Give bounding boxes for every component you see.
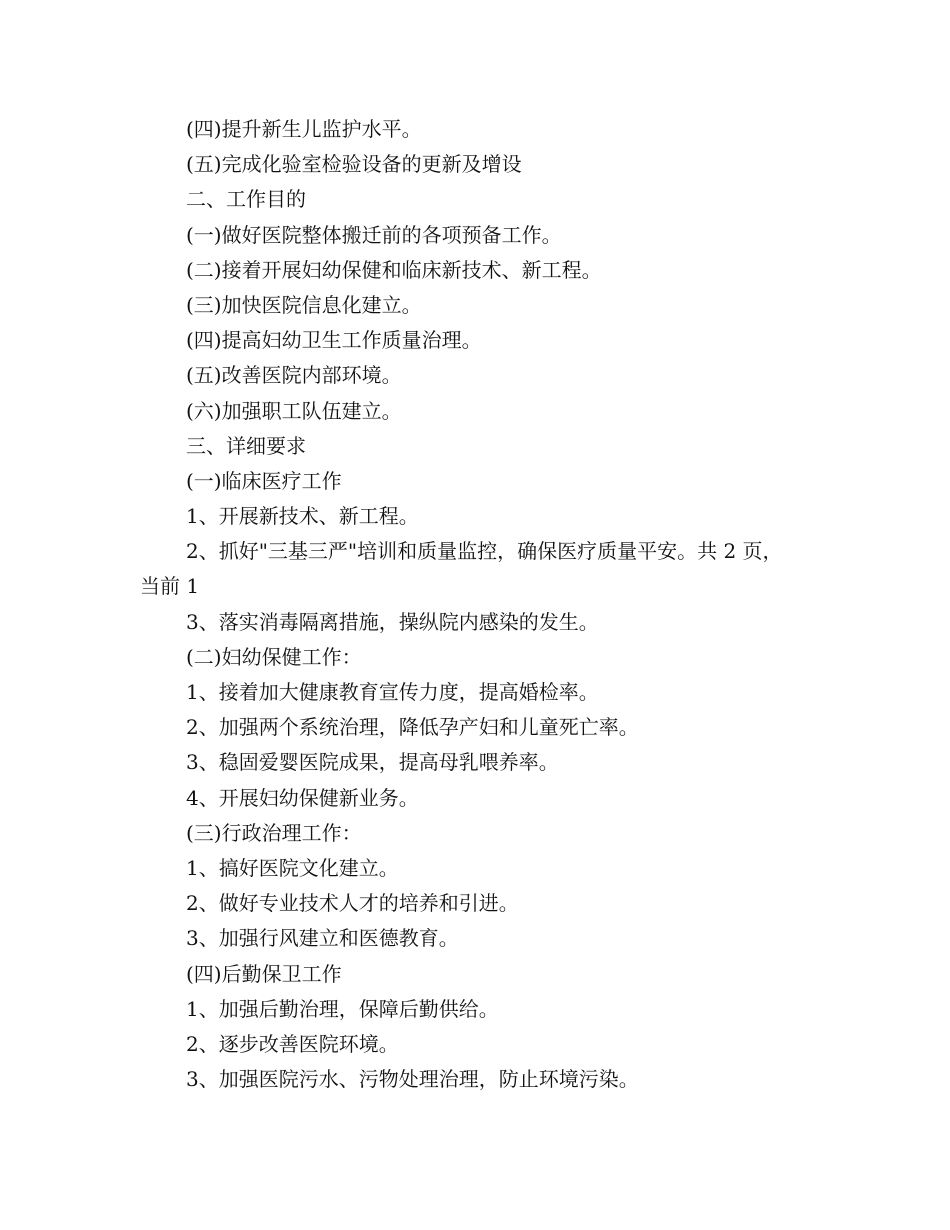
subsection-heading: (四)后勤保卫工作 (186, 961, 342, 986)
text-line: (六)加强职工队伍建立。 (186, 398, 402, 423)
text-line: (五)改善医院内部环境。 (186, 363, 402, 388)
text-line: 当前 1 (140, 574, 200, 599)
text-line: (四)提升新生儿监护水平。 (186, 117, 422, 141)
text-line: 1、接着加大健康教育宣传力度，提高婚检率。 (186, 680, 599, 704)
document-body (140, 112, 840, 1097)
section-heading: 二、工作目的 (186, 187, 306, 212)
text-line: 4、开展妇幼保健新业务。 (186, 785, 419, 810)
text-line: 1、开展新技术、新工程。 (186, 504, 419, 529)
text-line: 3、加强行风建立和医德教育。 (186, 926, 459, 951)
text-line: (四)提高妇幼卫生工作质量治理。 (186, 328, 482, 353)
subsection-heading: (二)妇幼保健工作： (186, 644, 362, 669)
subsection-heading: (一)临床医疗工作 (186, 468, 342, 493)
text-line: (一)做好医院整体搬迁前的各项预备工作。 (186, 222, 562, 247)
text-line: 2、逐步改善医院环境。 (186, 1031, 399, 1056)
text-line: 1、加强后勤治理，保障后勤供给。 (186, 996, 499, 1021)
section-heading: 三、详细要求 (186, 433, 306, 458)
text-line: (五)完成化验室检验设备的更新及增设 (186, 152, 522, 177)
text-line: (二)接着开展妇幼保健和临床新技术、新工程。 (186, 257, 602, 282)
subsection-heading: (三)行政治理工作： (186, 820, 362, 845)
text-line: 3、落实消毒隔离措施，操纵院内感染的发生。 (186, 609, 599, 634)
text-line: 2、加强两个系统治理，降低孕产妇和儿童死亡率。 (186, 715, 639, 740)
text-line: (三)加快医院信息化建立。 (186, 292, 422, 317)
text-line: 3、稳固爱婴医院成果，提高母乳喂养率。 (186, 750, 559, 775)
text-line: 3、加强医院污水、污物处理治理，防止环境污染。 (186, 1067, 639, 1092)
text-line: 1、搞好医院文化建立。 (186, 855, 399, 880)
text-line: 2、做好专业技术人才的培养和引进。 (186, 891, 519, 916)
text-line: 2、抓好"三基三严"培训和质量监控，确保医疗质量平安。共 2 页， (186, 539, 783, 564)
